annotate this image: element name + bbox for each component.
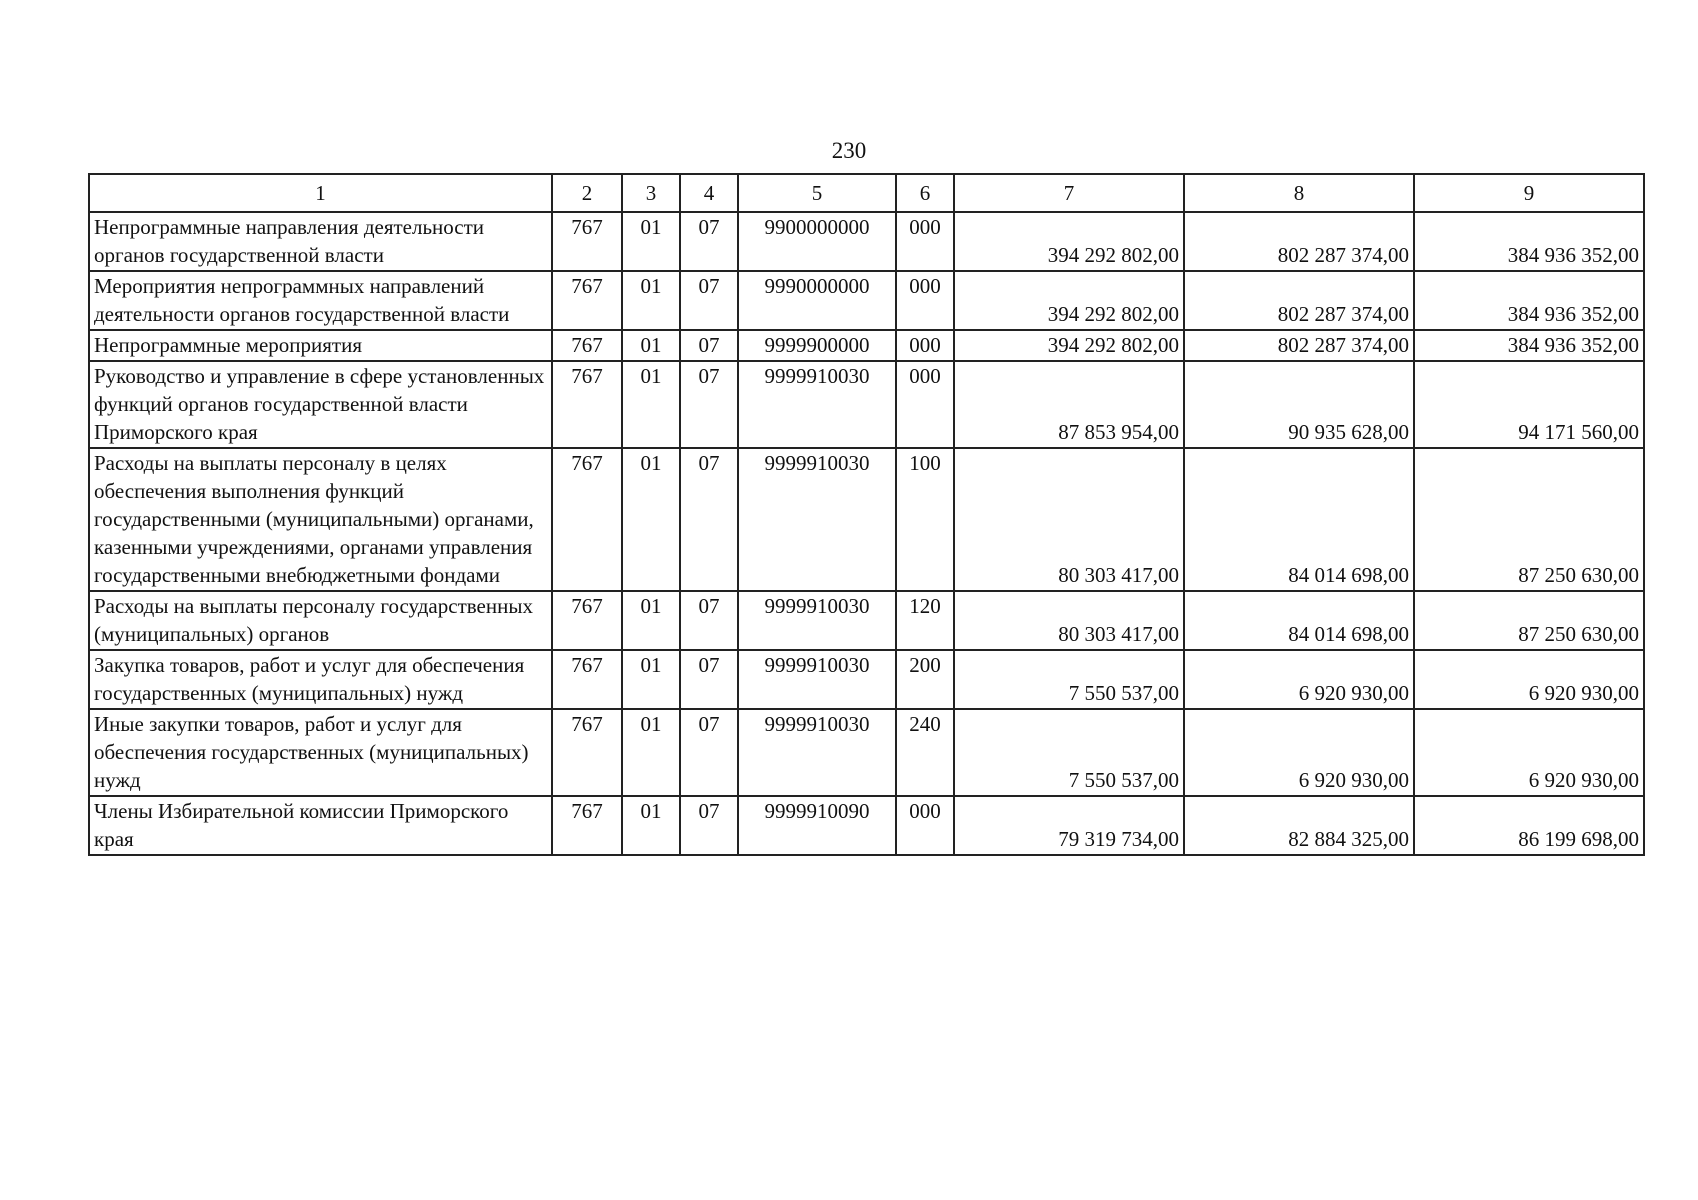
column-header: 9 bbox=[1414, 174, 1644, 212]
row-description: Непрограммные мероприятия bbox=[89, 330, 552, 361]
target-article-cell: 9999910030 bbox=[738, 650, 896, 709]
target-article-cell: 9900000000 bbox=[738, 212, 896, 271]
admin-code-cell: 767 bbox=[552, 448, 622, 591]
subsection-code-cell: 07 bbox=[680, 591, 738, 650]
row-description: Закупка товаров, работ и услуг для обеспечения государственных (муниципальных) нужд bbox=[89, 650, 552, 709]
expense-type-cell: 120 bbox=[896, 591, 954, 650]
table-row bbox=[89, 591, 1644, 650]
table-row bbox=[89, 448, 1644, 591]
amount-year3-cell: 87 250 630,00 bbox=[1414, 448, 1644, 591]
row-description: Иные закупки товаров, работ и услуг для обеспечения государственных (муниципальных) нужд bbox=[89, 709, 552, 796]
section-code-cell: 01 bbox=[622, 709, 680, 796]
table-row bbox=[89, 330, 1644, 361]
row-description: Мероприятия непрограммных направлений деятельности органов государственной власти bbox=[89, 271, 552, 330]
target-article-cell: 9990000000 bbox=[738, 271, 896, 330]
row-description: Расходы на выплаты персоналу государственных (муниципальных) органов bbox=[89, 591, 552, 650]
amount-year2-cell: 84 014 698,00 bbox=[1184, 591, 1414, 650]
amount-year3-cell: 384 936 352,00 bbox=[1414, 271, 1644, 330]
section-code-cell: 01 bbox=[622, 448, 680, 591]
subsection-code-cell: 07 bbox=[680, 448, 738, 591]
column-header: 8 bbox=[1184, 174, 1414, 212]
amount-year2-cell: 6 920 930,00 bbox=[1184, 650, 1414, 709]
table-row bbox=[89, 271, 1644, 330]
section-code-cell: 01 bbox=[622, 591, 680, 650]
section-code-cell: 01 bbox=[622, 271, 680, 330]
amount-year1-cell: 7 550 537,00 bbox=[954, 650, 1184, 709]
amount-year1-cell: 79 319 734,00 bbox=[954, 796, 1184, 855]
row-description: Непрограммные направления деятельности органов государственной власти bbox=[89, 212, 552, 271]
budget-table bbox=[88, 173, 1645, 856]
expense-type-cell: 240 bbox=[896, 709, 954, 796]
table-body bbox=[89, 174, 1644, 855]
target-article-cell: 9999910030 bbox=[738, 709, 896, 796]
section-code-cell: 01 bbox=[622, 361, 680, 448]
amount-year2-cell: 90 935 628,00 bbox=[1184, 361, 1414, 448]
expense-type-cell: 000 bbox=[896, 330, 954, 361]
row-description: Члены Избирательной комиссии Приморского края bbox=[89, 796, 552, 855]
amount-year2-cell: 84 014 698,00 bbox=[1184, 448, 1414, 591]
amount-year3-cell: 87 250 630,00 bbox=[1414, 591, 1644, 650]
expense-type-cell: 000 bbox=[896, 212, 954, 271]
amount-year2-cell: 802 287 374,00 bbox=[1184, 271, 1414, 330]
table-row bbox=[89, 361, 1644, 448]
column-header: 1 bbox=[89, 174, 552, 212]
row-description: Руководство и управление в сфере установленных функций органов государственной власти Приморского края bbox=[89, 361, 552, 448]
admin-code-cell: 767 bbox=[552, 796, 622, 855]
amount-year3-cell: 384 936 352,00 bbox=[1414, 212, 1644, 271]
column-header: 5 bbox=[738, 174, 896, 212]
expense-type-cell: 100 bbox=[896, 448, 954, 591]
expense-type-cell: 000 bbox=[896, 796, 954, 855]
amount-year1-cell: 7 550 537,00 bbox=[954, 709, 1184, 796]
amount-year2-cell: 802 287 374,00 bbox=[1184, 212, 1414, 271]
section-code-cell: 01 bbox=[622, 796, 680, 855]
subsection-code-cell: 07 bbox=[680, 709, 738, 796]
amount-year1-cell: 394 292 802,00 bbox=[954, 330, 1184, 361]
expense-type-cell: 200 bbox=[896, 650, 954, 709]
amount-year1-cell: 80 303 417,00 bbox=[954, 591, 1184, 650]
column-header: 4 bbox=[680, 174, 738, 212]
table-row bbox=[89, 796, 1644, 855]
expense-type-cell: 000 bbox=[896, 361, 954, 448]
amount-year1-cell: 394 292 802,00 bbox=[954, 271, 1184, 330]
column-header: 3 bbox=[622, 174, 680, 212]
amount-year3-cell: 6 920 930,00 bbox=[1414, 650, 1644, 709]
subsection-code-cell: 07 bbox=[680, 212, 738, 271]
page-number: 230 bbox=[831, 138, 867, 163]
admin-code-cell: 767 bbox=[552, 591, 622, 650]
table-row bbox=[89, 650, 1644, 709]
subsection-code-cell: 07 bbox=[680, 330, 738, 361]
target-article-cell: 9999910030 bbox=[738, 361, 896, 448]
subsection-code-cell: 07 bbox=[680, 650, 738, 709]
admin-code-cell: 767 bbox=[552, 650, 622, 709]
column-header: 7 bbox=[954, 174, 1184, 212]
expense-type-cell: 000 bbox=[896, 271, 954, 330]
admin-code-cell: 767 bbox=[552, 709, 622, 796]
amount-year3-cell: 384 936 352,00 bbox=[1414, 330, 1644, 361]
admin-code-cell: 767 bbox=[552, 271, 622, 330]
table-row bbox=[89, 212, 1644, 271]
amount-year1-cell: 80 303 417,00 bbox=[954, 448, 1184, 591]
table-row bbox=[89, 709, 1644, 796]
target-article-cell: 9999910030 bbox=[738, 448, 896, 591]
admin-code-cell: 767 bbox=[552, 212, 622, 271]
target-article-cell: 9999910030 bbox=[738, 591, 896, 650]
amount-year3-cell: 6 920 930,00 bbox=[1414, 709, 1644, 796]
target-article-cell: 9999910090 bbox=[738, 796, 896, 855]
section-code-cell: 01 bbox=[622, 330, 680, 361]
admin-code-cell: 767 bbox=[552, 330, 622, 361]
section-code-cell: 01 bbox=[622, 212, 680, 271]
table-header-row bbox=[89, 174, 1644, 212]
amount-year2-cell: 82 884 325,00 bbox=[1184, 796, 1414, 855]
section-code-cell: 01 bbox=[622, 650, 680, 709]
admin-code-cell: 767 bbox=[552, 361, 622, 448]
subsection-code-cell: 07 bbox=[680, 271, 738, 330]
amount-year3-cell: 86 199 698,00 bbox=[1414, 796, 1644, 855]
amount-year1-cell: 87 853 954,00 bbox=[954, 361, 1184, 448]
amount-year2-cell: 6 920 930,00 bbox=[1184, 709, 1414, 796]
column-header: 6 bbox=[896, 174, 954, 212]
amount-year1-cell: 394 292 802,00 bbox=[954, 212, 1184, 271]
column-header: 2 bbox=[552, 174, 622, 212]
amount-year2-cell: 802 287 374,00 bbox=[1184, 330, 1414, 361]
row-description: Расходы на выплаты персоналу в целях обеспечения выполнения функций государственными (муниципальными) органами, казенными учреждениями, органами управления государственными внебюджетными фондами bbox=[89, 448, 552, 591]
subsection-code-cell: 07 bbox=[680, 796, 738, 855]
amount-year3-cell: 94 171 560,00 bbox=[1414, 361, 1644, 448]
target-article-cell: 9999900000 bbox=[738, 330, 896, 361]
subsection-code-cell: 07 bbox=[680, 361, 738, 448]
